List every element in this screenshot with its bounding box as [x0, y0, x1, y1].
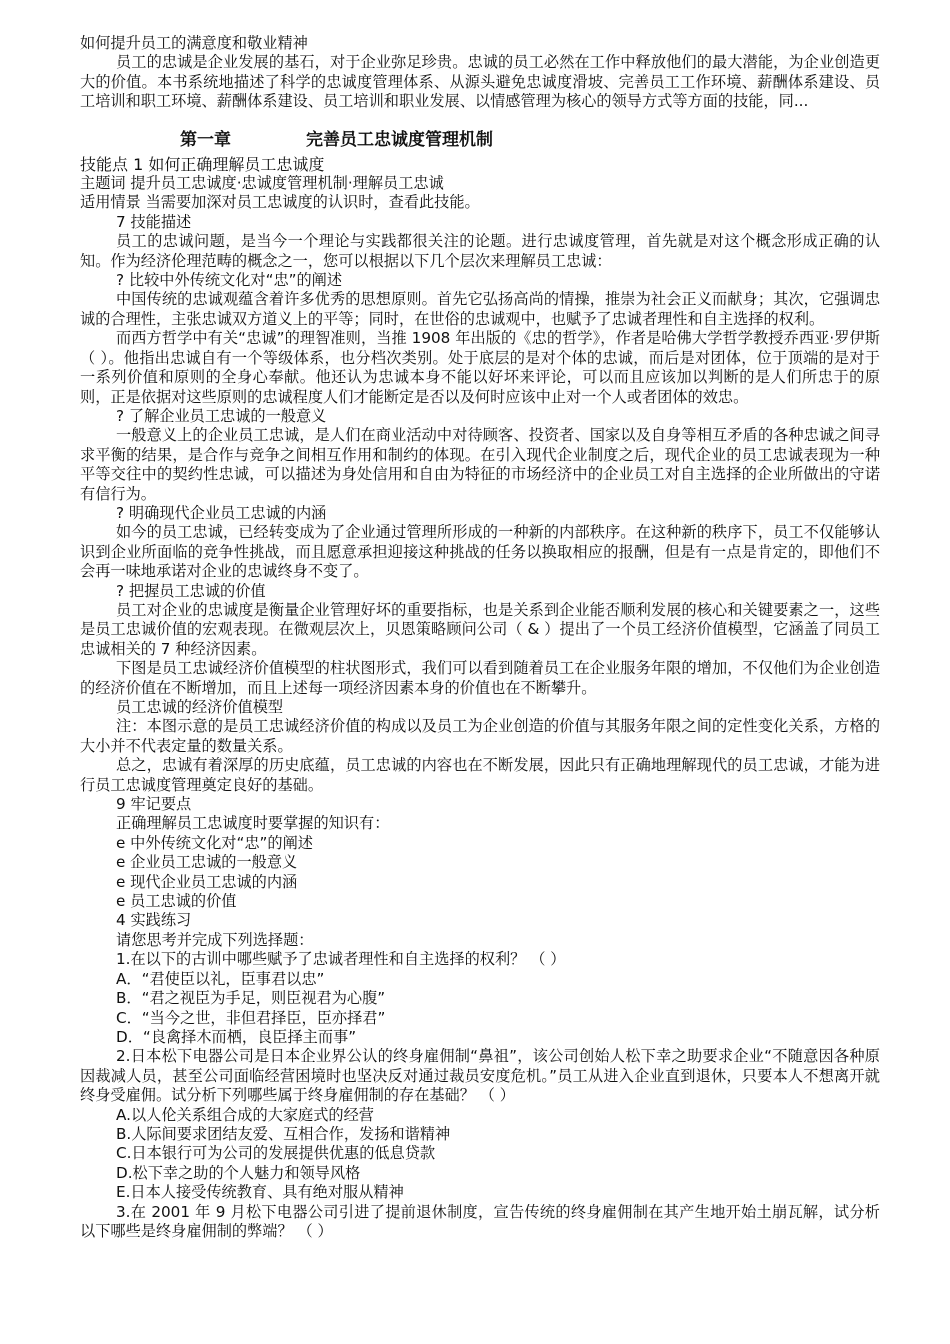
skill-title: 技能点 1 如何正确理解员工忠诚度: [80, 154, 325, 174]
question-3: 3.在 2001 年 9 月松下电器公司引进了提前退休制度，宣告传统的终身雇佣制在其产生地开始土崩瓦解，试分析以下哪些是终身雇佣制的弊端？ （ ）: [80, 1202, 880, 1240]
question-option: B.人际间要求团结友爱、互相合作，发扬和谐精神: [116, 1124, 451, 1143]
question-option: A．“君使臣以礼，臣事君以忠”: [116, 969, 325, 988]
intro-paragraph: 员工的忠诚是企业发展的基石，对于企业弥足珍贵。忠诚的员工必然在工作中释放他们的最大潜能，为企业创造更大的价值。本书系统地描述了科学的忠诚度管理体系、从源头避免忠诚度滑坡、完善员工工作环境、薪酬体系建设、员工培训和职工环境、薪酬体系建设、员工培训和职业发展、以情感管理为核心的领导方式等方面的技能，同...: [80, 53, 880, 111]
subheading: ? 了解企业员工忠诚的一般意义: [116, 406, 327, 425]
chapter-title: 完善员工忠诚度管理机制: [306, 129, 493, 150]
subheading: ? 明确现代企业员工忠诚的内涵: [116, 503, 327, 522]
keypoint-item: e 现代企业员工忠诚的内涵: [116, 872, 298, 891]
paragraph: 总之，忠诚有着深厚的历史底蕴，员工忠诚的内容也在不断发展，因此只有正确地理解现代的员工忠诚，才能为进行员工忠诚度管理奠定良好的基础。: [80, 756, 880, 794]
question-option: C．“当今之世，非但君择臣，臣亦择君”: [116, 1008, 386, 1027]
document-title: 如何提升员工的满意度和敬业精神: [80, 34, 308, 52]
question-option: E.日本人接受传统教育、具有绝对服从精神: [116, 1183, 404, 1202]
section-heading-practice: 4 实践练习: [116, 911, 192, 930]
document-page: [80, 34, 880, 1241]
practice-intro: 请您思考并完成下列选择题：: [116, 930, 314, 949]
chapter-number: 第一章: [180, 129, 231, 150]
figure-caption: 员工忠诚的经济价值模型: [116, 698, 284, 716]
scenario-line: 适用情景 当需要加深对员工忠诚度的认识时，查看此技能。: [80, 193, 480, 212]
question-option: D.松下幸之助的个人魅力和领导风格: [116, 1163, 361, 1182]
keywords-line: 主题词 提升员工忠诚度·忠诚度管理机制·理解员工忠诚: [80, 174, 444, 193]
chapter-heading: [80, 129, 880, 151]
paragraph: 而西方哲学中有关“忠诚”的理智准则，当推 1908 年出版的《忠的哲学》，作者是哈佛大学哲学教授乔西亚·罗伊斯（ ）。他指出忠诚自有一个等级体系，也分档次类别。处于底层的是对个体的忠诚，而后是对团体，位于顶端的是对于一系列价值和原则的全身心奉献。他还认为忠诚本身不能以好坏来评论，可以而且应该加以判断的是人们所忠于的原则，正是依据对这些原则的忠诚程度人们才能断定是否以及何时应该中止对一个人或者团体的效忠。: [80, 329, 880, 406]
paragraph: 一般意义上的企业员工忠诚，是人们在商业活动中对待顾客、投资者、国家以及自身等相互矛盾的各种忠诚之间寻求平衡的结果，是合作与竞争之间相互作用和制约的体现。在引入现代企业制度之后，现代企业的员工忠诚表现为一种平等交往中的契约性忠诚，可以描述为身处信用和自由为特征的市场经济中的企业员工对自主选择的企业所做出的守诺有信行为。: [80, 426, 880, 503]
question-option: A.以人伦关系组合成的大家庭式的经营: [116, 1105, 374, 1124]
subheading: ? 把握员工忠诚的价值: [116, 581, 266, 600]
subheading: ? 比较中外传统文化对“忠”的阐述: [116, 271, 343, 290]
keypoint-item: e 企业员工忠诚的一般意义: [116, 853, 298, 872]
paragraph: 下图是员工忠诚经济价值模型的柱状图形式，我们可以看到随着员工在企业服务年限的增加，不仅他们为企业创造的经济价值在不断增加，而且上述每一项经济因素本身的价值也在不断攀升。: [80, 659, 880, 697]
section-heading-description: 7 技能描述: [116, 212, 192, 231]
paragraph: 员工对企业的忠诚度是衡量企业管理好坏的重要指标，也是关系到企业能否顺利发展的核心和关键要素之一，这些是员工忠诚价值的宏观表现。在微观层次上，贝恩策略顾问公司（ & ）提出了一个员工经济价值模型，它涵盖了同员工忠诚相关的 7 种经济因素。: [80, 600, 880, 658]
keypoint-item: e 员工忠诚的价值: [116, 892, 237, 911]
paragraph: 中国传统的忠诚观蕴含着许多优秀的思想原则。首先它弘扬高尚的情操，推崇为社会正义而献身；其次，它强调忠诚的合理性，主张忠诚双方道义上的平等；同时，在世俗的忠诚观中，也赋予了忠诚者理性和自主选择的权利。: [80, 290, 880, 328]
keypoint-item: e 中外传统文化对“忠”的阐述: [116, 833, 313, 852]
paragraph: 如今的员工忠诚，已经转变成为了企业通过管理所形成的一种新的内部秩序。在这种新的秩序下，员工不仅能够认识到企业所面临的竞争性挑战，而且愿意承担迎接这种挑战的任务以换取相应的报酬，但是有一点是肯定的，即他们不会再一味地承诺对企业的忠诚终身不变了。: [80, 523, 880, 581]
question-1: 1.在以下的古训中哪些赋予了忠诚者理性和自主选择的权利？ （ ）: [116, 950, 566, 969]
paragraph: 员工的忠诚问题，是当今一个理论与实践都很关注的论题。进行忠诚度管理，首先就是对这个概念形成正确的认知。作为经济伦理范畴的概念之一，您可以根据以下几个层次来理解员工忠诚：: [80, 232, 880, 270]
question-option: D．“良禽择木而栖，良臣择主而事”: [116, 1027, 357, 1046]
figure-note: 注：本图示意的是员工忠诚经济价值的构成以及员工为企业创造的价值与其服务年限之间的定性变化关系，方格的大小并不代表定量的数量关系。: [80, 717, 880, 755]
keypoints-intro: 正确理解员工忠诚度时要掌握的知识有：: [116, 814, 390, 833]
question-2: 2.日本松下电器公司是日本企业界公认的终身雇佣制“鼻祖”，该公司创始人松下幸之助要求企业“不随意因各种原因裁减人员，甚至公司面临经营困境时也坚决反对通过裁员安度危机。”员工从进入企业直到退休，只要本人不想离开就终身受雇佣。试分析下列哪些属于终身雇佣制的存在基础？ （ ）: [80, 1047, 880, 1105]
question-option: C.日本银行可为公司的发展提供优惠的低息贷款: [116, 1144, 436, 1163]
section-heading-keypoints: 9 牢记要点: [116, 795, 192, 814]
question-option: B．“君之视臣为手足，则臣视君为心腹”: [116, 989, 386, 1008]
